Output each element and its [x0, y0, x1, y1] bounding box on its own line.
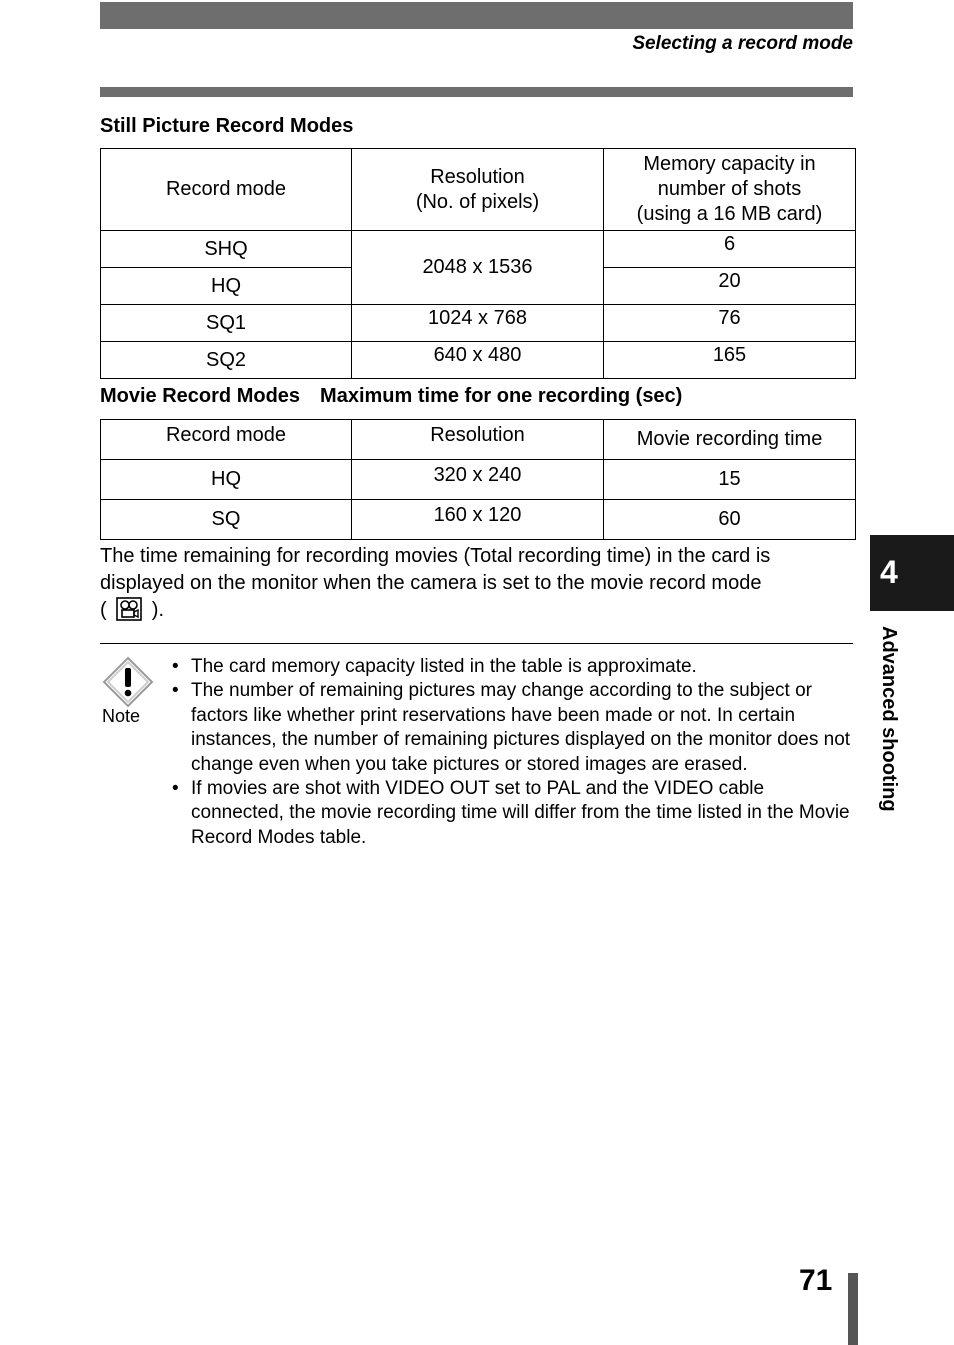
movie-section-title — [100, 385, 682, 408]
note-list — [172, 655, 862, 850]
warning-exclamation-icon — [102, 656, 154, 713]
still-section-title: Still Picture Record Modes — [100, 115, 354, 137]
table-row — [101, 342, 856, 379]
still-record-table — [100, 148, 856, 379]
resolution-cell: 160 x 120 — [352, 500, 604, 540]
page-number: 71 — [799, 1264, 833, 1297]
paragraph-close-paren: ). — [151, 599, 165, 621]
page-number-bar — [848, 1273, 858, 1345]
table-header-row — [101, 149, 856, 231]
table-row — [101, 500, 856, 540]
movie-section-subtitle: Maximum time for one recording (sec) — [320, 385, 683, 407]
resolution-cell: 640 x 480 — [352, 342, 604, 379]
chapter-tab — [870, 535, 954, 611]
header-cell: Record mode — [101, 420, 352, 460]
mode-cell: SQ2 — [101, 342, 352, 379]
list-item: • If movies are shot with VIDEO OUT set to PAL and the VIDEO cable connected, the movie recording time will differ from the time listed in the Movie Record Modes table. — [172, 777, 862, 850]
paragraph-text: The time remaining for recording movies (Total recording time) in the card is displayed on the monitor when the camera is set to the movie record mode — [100, 545, 771, 594]
movie-record-table — [100, 419, 856, 540]
table-row — [101, 305, 856, 342]
note-divider — [100, 643, 853, 644]
resolution-cell: 320 x 240 — [352, 460, 604, 500]
table-row — [101, 231, 856, 268]
shots-cell: 20 — [604, 268, 856, 305]
movie-mode-icon — [116, 597, 142, 629]
header-cell: Record mode — [101, 149, 352, 231]
list-item: • The card memory capacity listed in the table is approximate. — [172, 655, 862, 679]
header-cell: Resolution (No. of pixels) — [352, 149, 604, 231]
table-header-row — [101, 420, 856, 460]
shots-cell: 165 — [604, 342, 856, 379]
mode-cell: HQ — [101, 268, 352, 305]
chapter-number: 4 — [880, 554, 898, 590]
header-bottom-bar — [100, 87, 853, 97]
chapter-side-label: Advanced shooting — [878, 626, 900, 812]
header-cell: Memory capacity in number of shots (using a 16 MB card) — [604, 149, 856, 231]
header-top-bar — [100, 2, 853, 29]
mode-cell: SHQ — [101, 231, 352, 268]
mode-cell: SQ — [101, 500, 352, 540]
resolution-cell: 2048 x 1536 — [352, 231, 604, 305]
movie-section-heading: Movie Record Modes — [100, 385, 301, 407]
mode-cell: SQ1 — [101, 305, 352, 342]
paragraph-open-paren: ( — [100, 599, 107, 621]
time-cell: 60 — [604, 500, 856, 540]
page-header-title: Selecting a record mode — [632, 33, 853, 54]
shots-cell: 76 — [604, 305, 856, 342]
time-cell: 15 — [604, 460, 856, 500]
table-row — [101, 460, 856, 500]
movie-remaining-paragraph — [100, 543, 855, 629]
resolution-cell: 1024 x 768 — [352, 305, 604, 342]
list-item: • The number of remaining pictures may change according to the subject or factors like whether print reservations have been made or not. In certain instances, the number of remaining pictures displayed on the monitor does not change even when you take pictures or stored images are erased. — [172, 679, 862, 777]
header-cell: Movie recording time — [604, 420, 856, 460]
mode-cell: HQ — [101, 460, 352, 500]
header-cell: Resolution — [352, 420, 604, 460]
shots-cell: 6 — [604, 231, 856, 268]
note-label: Note — [102, 706, 141, 726]
